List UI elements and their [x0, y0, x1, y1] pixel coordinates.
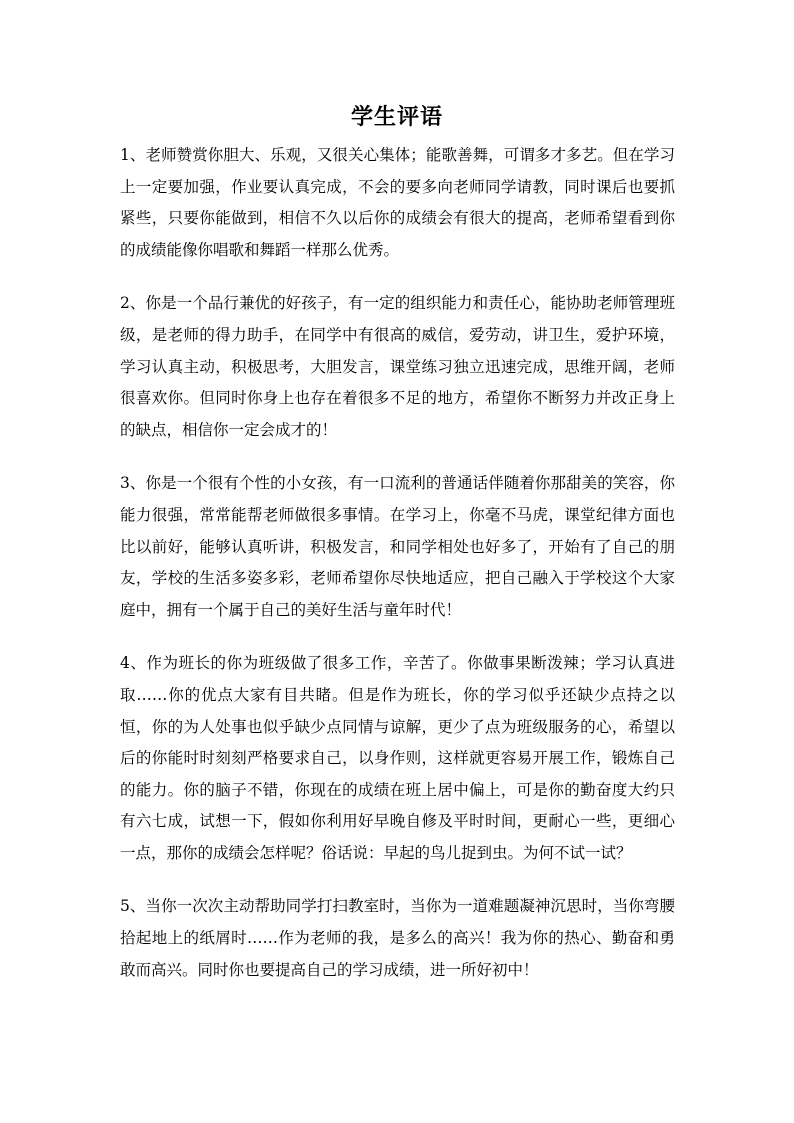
comment-paragraph-4: 4、作为班长的你为班级做了很多工作，辛苦了。你做事果断泼辣；学习认真进取……你的优点大家有目共睹。但是作为班长，你的学习似乎还缺少点持之以恒，你的为人处事也似乎缺少点同情与谅解，更少了点为班级服务的心，希望以后的你能时时刻刻严格要求自己，以身作则，这样就更容易开展工作，锻炼自己的能力。你的脑子不错，你现在的成绩在班上居中偏上，可是你的勤奋度大约只有六七成，试想一下，假如你利用好早晚自修及平时时间，更耐心一些，更细心一点，那你的成绩会怎样呢？俗话说：早起的鸟儿捉到虫。为何不试一试？: [120, 654, 675, 862]
document-body: [120, 140, 675, 1008]
comment-paragraph-5: 5、当你一次次主动帮助同学打扫教室时，当你为一道难题凝神沉思时，当你弯腰拾起地上的纸屑时……作为老师的我，是多么的高兴！我为你的热心、勤奋和勇敢而高兴。同时你也要提高自己的学习成绩，进一所好初中！: [120, 897, 675, 979]
comment-paragraph-3: 3、你是一个很有个性的小女孩，有一口流利的普通话伴随着你那甜美的笑容，你能力很强，常常能帮老师做很多事情。在学习上，你毫不马虎，课堂纪律方面也比以前好，能够认真听讲，积极发言，和同学相处也好多了，开始有了自己的朋友，学校的生活多姿多彩，老师希望你尽快地适应，把自己融入于学校这个大家庭中，拥有一个属于自己的美好生活与童年时代！: [120, 474, 675, 619]
document-title: 学生评语: [350, 104, 443, 130]
comment-paragraph-1: 1、老师赞赏你胆大、乐观，又很关心集体；能歌善舞，可谓多才多艺。但在学习上一定要加强，作业要认真完成，不会的要多向老师同学请教，同时课后也要抓紧些，只要你能做到，相信不久以后你的成绩会有很大的提高，老师希望看到你的成绩能像你唱歌和舞蹈一样那么优秀。: [120, 146, 675, 259]
comment-paragraph-2: 2、你是一个品行兼优的好孩子，有一定的组织能力和责任心，能协助老师管理班级，是老师的得力助手，在同学中有很高的威信，爱劳动，讲卫生，爱护环境，学习认真主动，积极思考，大胆发言，课堂练习独立迅速完成，思维开阔，老师很喜欢你。但同时你身上也存在着很多不足的地方，希望你不断努力并改正身上的缺点，相信你一定会成才的！: [120, 294, 675, 439]
